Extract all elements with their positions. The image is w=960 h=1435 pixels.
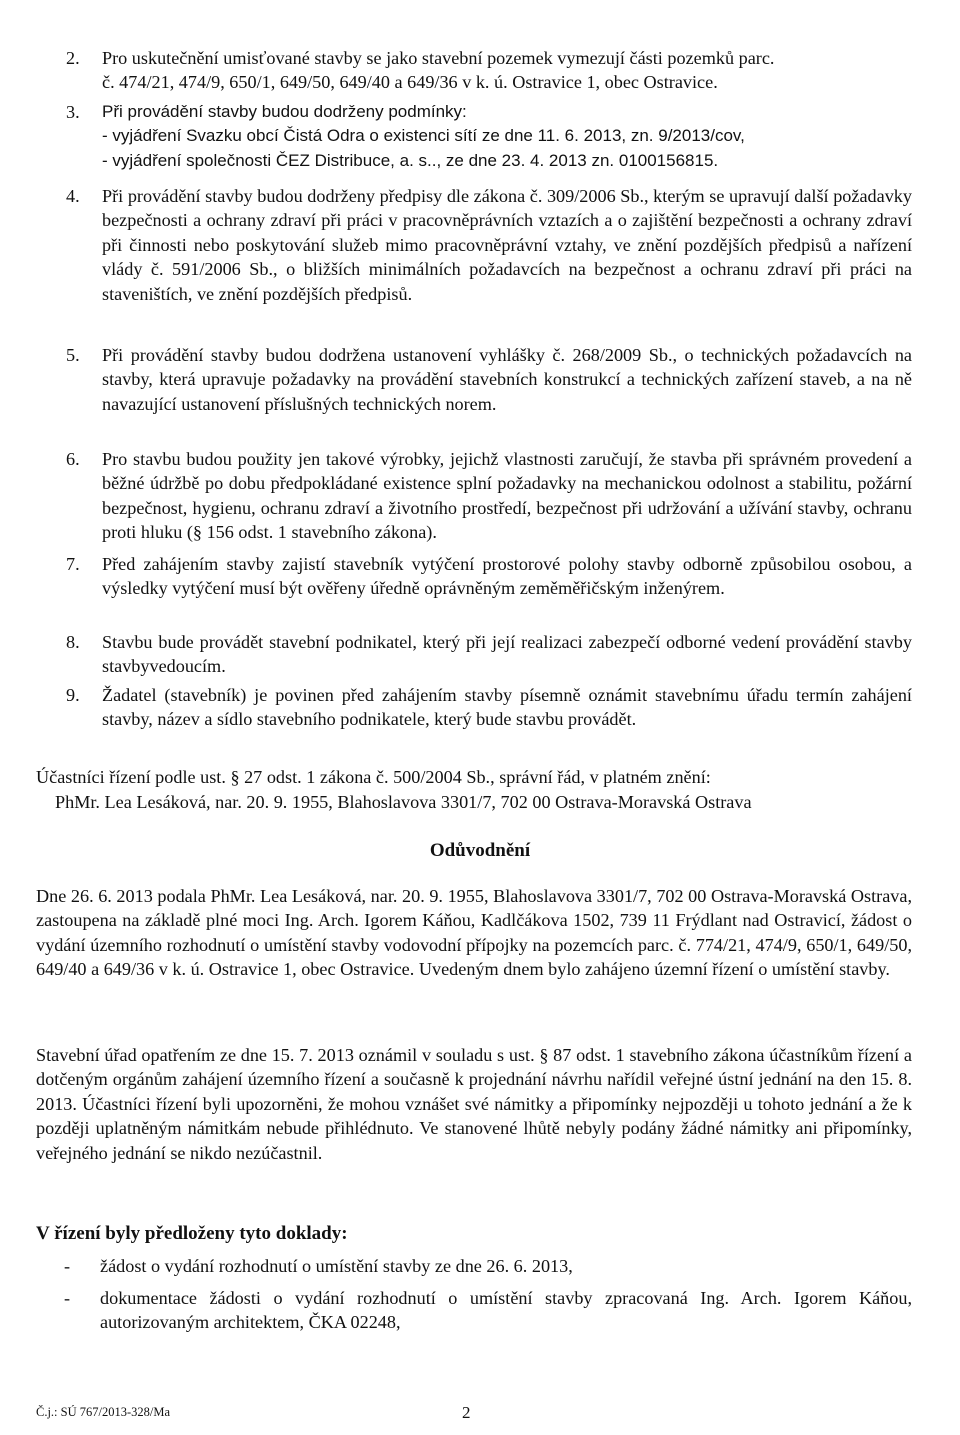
item-number: 9. bbox=[66, 685, 80, 705]
list-item-text: dokumentace žádosti o vydání rozhodnutí o umístění stavby zpracovaná Ing. Arch. Igorem Káňou, autorizovaným architektem, ČKA 02248, bbox=[100, 1288, 912, 1333]
condition-item-2 bbox=[66, 46, 912, 95]
page-number: 2 bbox=[462, 1403, 471, 1422]
item-number: 2. bbox=[66, 48, 80, 68]
condition-item-3 bbox=[66, 100, 912, 173]
item-text: Při provádění stavby budou dodrženy předpisy dle zákona č. 309/2006 Sb., kterým se upravují další požadavky bezpečnosti a ochrany zdraví při práci v pracovněprávních vztazích a o zajištění bezpečnosti a ochrany zdraví při činnosti nebo poskytování služeb mimo pracovněprávní vztahy, ve znění pozdějších předpisů a nařízení vlády č. 591/2006 Sb., o bližších minimálních požadavcích na bezpečnost a ochranu zdraví při práci na staveništích, ve znění pozdějších předpisů. bbox=[102, 186, 912, 304]
item-number: 7. bbox=[66, 554, 80, 574]
item-text: Žadatel (stavebník) je povinen před zahájením stavby písemně oznámit stavebnímu úřadu termín zahájení stavby, název a sídlo stavebního podnikatele, který bude stavbu provádět. bbox=[102, 685, 912, 730]
item-title: Při provádění stavby budou dodrženy podmínky: bbox=[102, 102, 467, 121]
participants-intro: Účastníci řízení podle ust. § 27 odst. 1 zákona č. 500/2004 Sb., správní řád, v platném znění: bbox=[36, 767, 711, 787]
condition-item-8 bbox=[66, 630, 912, 679]
documents-heading: V řízení byly předloženy tyto doklady: bbox=[36, 1223, 348, 1244]
condition-item-6 bbox=[66, 447, 912, 545]
reasoning-paragraph-2: Stavební úřad opatřením ze dne 15. 7. 2013 oznámil v souladu s ust. § 87 odst. 1 stavebního zákona účastníkům řízení a dotčeným orgánům zahájení územního řízení a současně k projednání návrhu nařídil veřejné ústní jednání na den 15. 8. 2013. Účastníci řízení byli upozorněni, že mohou vznášet své námitky a připomínky nejpozději u tohoto jednání a že k později uplatněným námitkám nebude přihlédnuto. Ve stanovené lhůtě nebyly podány žádné námitky ani připomínky, veřejného jednání se nikdo nezúčastnil. bbox=[36, 1045, 912, 1163]
list-dash: - bbox=[64, 1288, 71, 1308]
item-number: 8. bbox=[66, 632, 80, 652]
item-number: 6. bbox=[66, 449, 80, 469]
condition-item-9 bbox=[66, 683, 912, 732]
list-item-text: žádost o vydání rozhodnutí o umístění stavby ze dne 26. 6. 2013, bbox=[100, 1256, 573, 1276]
sub-condition: - vyjádření společnosti ČEZ Distribuce, a. s.., ze dne 23. 4. 2013 zn. 0100156815. bbox=[102, 150, 719, 170]
document-reference: Č.j.: SÚ 767/2013-328/Ma bbox=[36, 1405, 171, 1419]
item-number: 3. bbox=[66, 102, 80, 122]
condition-item-5 bbox=[66, 343, 912, 416]
item-line: č. 474/21, 474/9, 650/1, 649/50, 649/40 a 649/36 v k. ú. Ostravice 1, obec Ostravice. bbox=[102, 72, 718, 93]
list-dash: - bbox=[64, 1256, 71, 1276]
reasoning-paragraph-1: Dne 26. 6. 2013 podala PhMr. Lea Lesáková, nar. 20. 9. 1955, Blahoslavova 3301/7, 702 00 Ostrava-Moravská Ostrava, zastoupena na základě plné moci Ing. Arch. Igorem Káňou, Kadlčákova 1502, 739 11 Frýdlant nad Ostravicí, žádost o vydání územního rozhodnutí o umístění stavby vodovodní přípojky na pozemcích parc. č. 774/21, 474/9, 650/1, 649/50, 649/40 a 649/36 v k. ú. Ostravice 1, obec Ostravice. Uvedeným dnem bylo zahájeno územní řízení o umístění stavby. bbox=[36, 886, 912, 980]
participant-person: PhMr. Lea Lesáková, nar. 20. 9. 1955, Blahoslavova 3301/7, 702 00 Ostrava-Moravská Ostrava bbox=[55, 792, 752, 812]
condition-item-7 bbox=[66, 552, 912, 601]
document-list-item bbox=[64, 1254, 912, 1278]
item-text: Stavbu bude provádět stavební podnikatel, který při její realizaci zabezpečí odborné vedení provádění stavby stavbyvedoucím. bbox=[102, 632, 912, 677]
item-text: Pro stavbu budou použity jen takové výrobky, jejichž vlastnosti zaručují, že stavba při správném provedení a běžné údržbě po dobu předpokládané existence splní požadavky na mechanickou odolnost a stabilitu, požární bezpečnost, hygienu, ochranu zdraví a životního prostředí, bezpečnost při udržování a užívání stavby, ochranu proti hluku (§ 156 odst. 1 stavebního zákona). bbox=[102, 449, 912, 543]
item-number: 4. bbox=[66, 186, 80, 206]
sub-condition: - vyjádření Svazku obcí Čistá Odra o existenci sítí ze dne 11. 6. 2013, zn. 9/2013/cov, bbox=[102, 126, 745, 146]
item-number: 5. bbox=[66, 345, 80, 365]
document-list-item bbox=[64, 1286, 912, 1335]
item-text: Před zahájením stavby zajistí stavebník vytýčení prostorové polohy stavby odborně způsobilou osobou, a výsledky vytýčení musí být ověřeny úředně oprávněným zeměměřičským inženýrem. bbox=[102, 554, 912, 599]
item-text: Při provádění stavby budou dodržena ustanovení vyhlášky č. 268/2009 Sb., o technických požadavcích na stavby, která upravuje požadavky na provádění stavebních konstrukcí a technických zařízení staveb, a na ně navazující ustanovení příslušných technických norem. bbox=[102, 345, 912, 414]
condition-item-4 bbox=[66, 184, 912, 306]
section-heading: Odůvodnění bbox=[429, 840, 531, 861]
item-line: Pro uskutečnění umisťované stavby se jako stavební pozemek vymezují části pozemků parc. bbox=[102, 48, 775, 68]
